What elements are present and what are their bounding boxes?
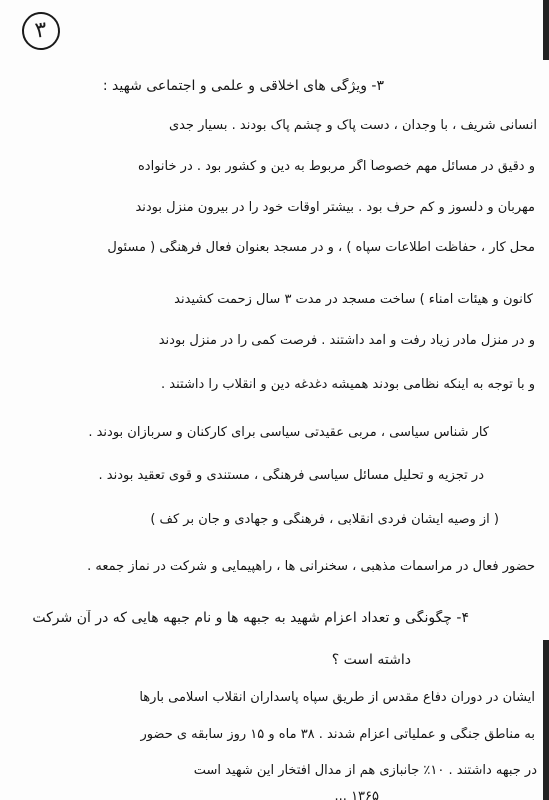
text-line: مهربان و دلسوز و کم حرف بود . بیشتر اوقات خود را در بیرون منزل بودند xyxy=(135,200,535,215)
text-line: و دقیق در مسائل مهم خصوصاً اگر مربوط به دین و کشور بود . در خانواده xyxy=(138,159,535,174)
text-line: به مناطق جنگی و عملیاتی اعزام شدند . ۳۸ ماه و ۱۵ روز سابقه ی حضور xyxy=(140,727,535,742)
scan-edge xyxy=(543,640,549,800)
section-4-heading: ۴- چگونگی و تعداد اعزام شهید به جبهه ها و نام جبهه هایی که در آن شرکت xyxy=(32,610,469,626)
section-3-heading: ۳- ویژگی های اخلاقی و علمی و اجتماعی شهید : xyxy=(102,78,384,94)
text-line: کانون و هیئات امناء ) ساخت مسجد در مدت ۳ سال زحمت کشیدند xyxy=(174,292,533,307)
section-4-heading-cont: داشته است ؟ xyxy=(331,652,411,668)
text-line: در جبهه داشتند . ۱۰٪ جانبازی هم از مدال افتخار این شهید است xyxy=(193,763,537,778)
text-line: انسانی شریف ، با وجدان ، دست پاک و چشم پاک بودند . بسیار جدی xyxy=(168,118,537,133)
text-line: و در منزل مادر زیاد رفت و آمد داشتند . فرصت کمی را در منزل بودند xyxy=(158,333,535,348)
text-line: ( از وصیه ایشان فردی انقلابی ، فرهنگی و جهادی و جان بر کف ) xyxy=(150,512,499,527)
text-line: حضور فعال در مراسمات مذهبی ، سخنرانی ها ، راهپیمایی و شرکت در نماز جمعه . xyxy=(87,559,535,574)
text-line: کار شناس سیاسی ، مربی عقیدتی سیاسی برای کارکنان و سربازان بودند . xyxy=(88,425,489,440)
text-line: در تجزیه و تحلیل مسائل سیاسی فرهنگی ، مستندی و قوی تعقید بودند . xyxy=(98,468,484,483)
scan-edge xyxy=(543,0,549,60)
text-line: ایشان در دوران دفاع مقدس از طریق سپاه پاسداران انقلاب اسلامی بارها xyxy=(139,690,535,705)
page-number: ۳ xyxy=(20,10,63,53)
text-line: و با توجه به اینکه نظامی بودند همیشه دغدغه دین و انقلاب را داشتند . xyxy=(161,377,535,392)
text-line: محل کار ، حفاظت اطلاعات سپاه ) ، و در مسجد بعنوان فعال فرهنگی ( مسئول xyxy=(107,240,535,255)
text-line-cut: ۱۳۶۵ ... xyxy=(334,789,379,800)
